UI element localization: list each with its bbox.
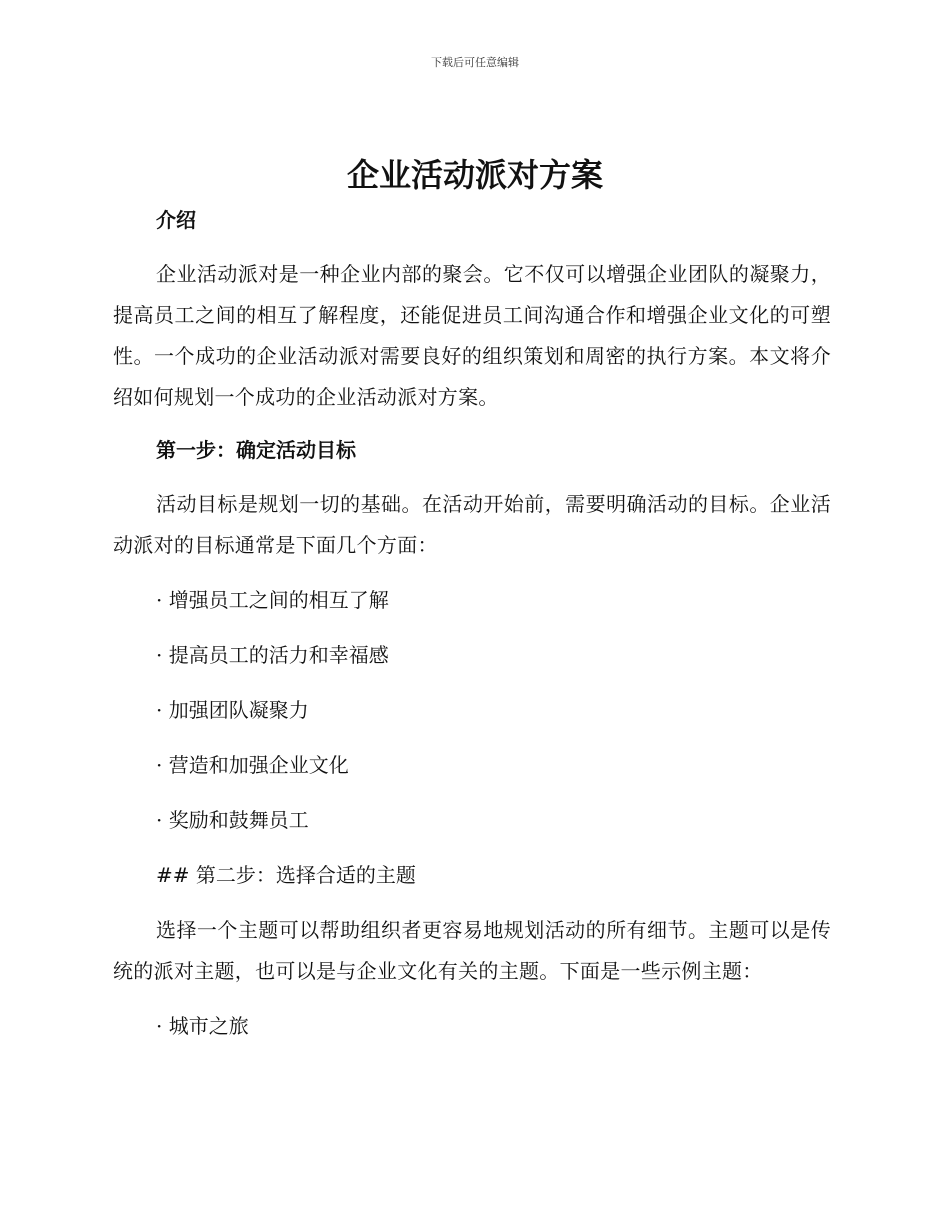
list-item: · 城市之旅 xyxy=(156,1014,249,1038)
list-item: · 营造和加强企业文化 xyxy=(156,753,349,777)
step2-paragraph: 选择一个主题可以帮助组织者更容易地规划活动的所有细节。主题可以是传统的派对主题，也可以是与企业文化有关的主题。下面是一些示例主题： xyxy=(113,918,831,983)
header-note: 下载后可任意编辑 xyxy=(431,56,519,69)
step2-heading: ## 第二步：选择合适的主题 xyxy=(156,863,416,887)
document-title: 企业活动派对方案 xyxy=(346,156,603,194)
list-item: · 提高员工的活力和幸福感 xyxy=(156,643,389,667)
intro-paragraph: 企业活动派对是一种企业内部的聚会。它不仅可以增强企业团队的凝聚力，提高员工之间的相互了解程度，还能促进员工间沟通合作和增强企业文化的可塑性。一个成功的企业活动派对需要良好的组织策划和周密的执行方案。本文将介绍如何规划一个成功的企业活动派对方案。 xyxy=(113,262,831,409)
list-item: · 加强团队凝聚力 xyxy=(156,698,309,722)
list-item: · 增强员工之间的相互了解 xyxy=(156,588,389,612)
document-body xyxy=(113,200,831,1047)
step1-paragraph: 活动目标是规划一切的基础。在活动开始前，需要明确活动的目标。企业活动派对的目标通常是下面几个方面： xyxy=(113,492,831,557)
list-item: · 奖励和鼓舞员工 xyxy=(156,808,309,832)
intro-heading: 介绍 xyxy=(156,208,196,232)
step1-heading: 第一步：确定活动目标 xyxy=(156,438,356,462)
